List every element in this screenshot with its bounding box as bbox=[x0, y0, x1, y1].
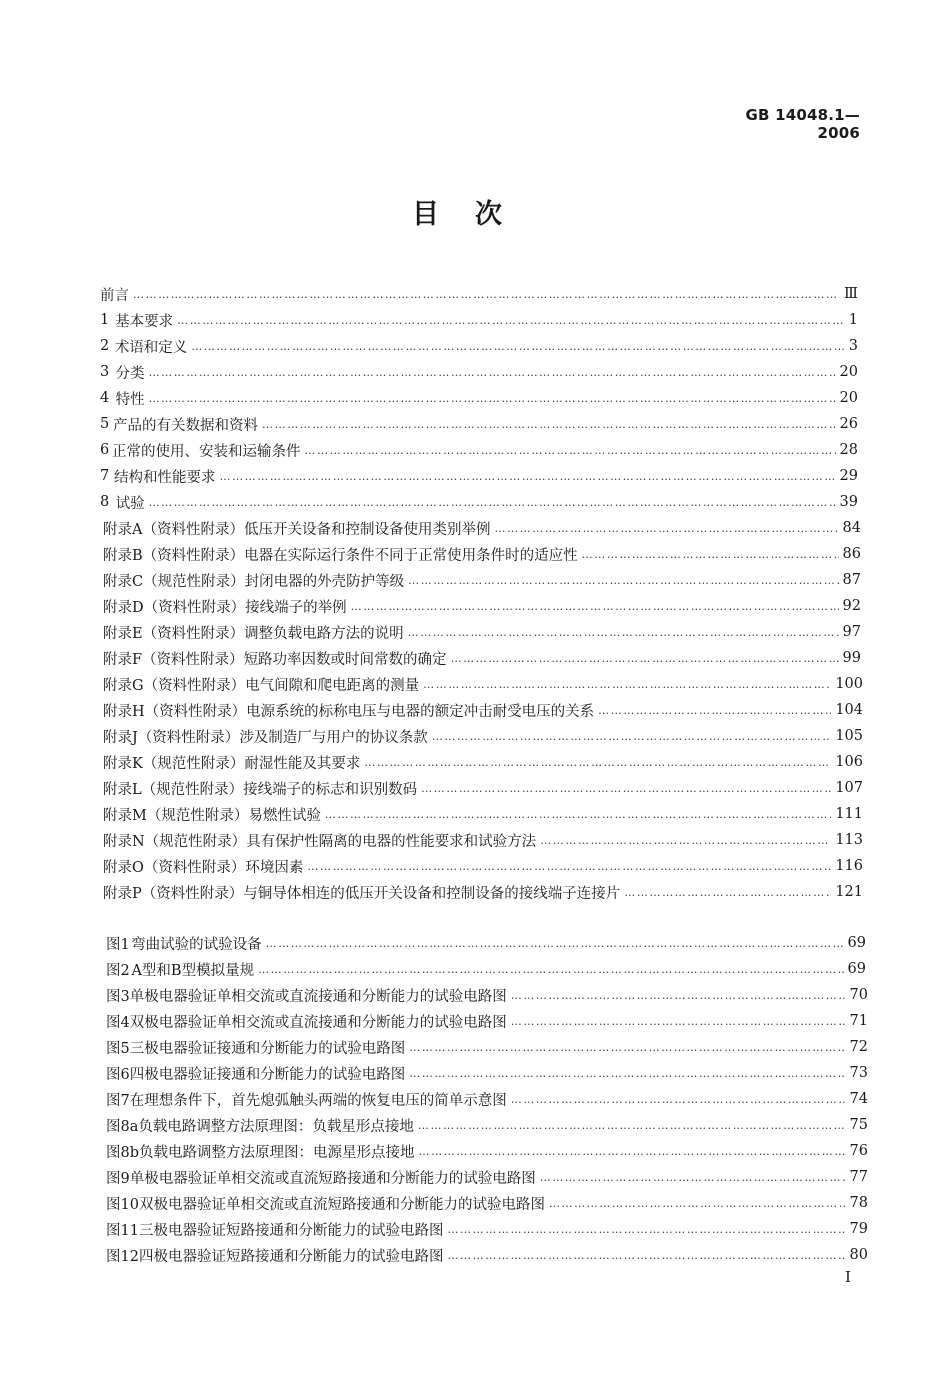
appendix-entry[interactable] bbox=[103, 880, 863, 904]
leader-dots bbox=[582, 548, 839, 561]
appendix-page: 104 bbox=[835, 702, 863, 718]
toc-entry-number: 3 bbox=[100, 364, 110, 380]
toc-entry-text: 试验 bbox=[115, 495, 145, 512]
leader-dots bbox=[511, 1015, 846, 1028]
leader-dots bbox=[447, 1223, 845, 1236]
figure-page: 78 bbox=[849, 1195, 868, 1211]
leader-dots bbox=[511, 989, 846, 1002]
toc-entry-number: 1 bbox=[100, 312, 110, 328]
appendix-label: 附录D（资料性附录） bbox=[103, 599, 246, 616]
figure-page: 77 bbox=[849, 1169, 868, 1185]
leader-dots bbox=[511, 1093, 846, 1106]
toc-entry-text: 正常的使用、安装和运输条件 bbox=[112, 443, 301, 460]
figure-page: 79 bbox=[849, 1221, 868, 1237]
appendix-title: 电气间隙和爬电距离的测量 bbox=[245, 677, 420, 694]
appendix-title: 低压开关设备和控制设备使用类别举例 bbox=[243, 521, 491, 538]
figure-title: 双极电器验证单相交流或直流接通和分断能力的试验电路图 bbox=[129, 1014, 507, 1031]
figure-entry[interactable] bbox=[106, 1009, 868, 1033]
figure-title: 弯曲试验的试验设备 bbox=[131, 936, 262, 953]
appendix-label: 附录P（资料性附录） bbox=[103, 885, 244, 902]
appendix-title: 接线端子的标志和识别数码 bbox=[243, 781, 418, 798]
appendix-title: 封闭电器的外壳防护等级 bbox=[244, 573, 405, 590]
appendix-entry[interactable] bbox=[103, 776, 863, 800]
leader-dots bbox=[494, 522, 838, 535]
toc-entry-page: 20 bbox=[839, 390, 858, 406]
toc-entry-number: 5 bbox=[100, 416, 110, 432]
figure-label: 图8b bbox=[106, 1144, 140, 1161]
toc-entry-text: 特性 bbox=[115, 391, 145, 408]
appendix-entry[interactable] bbox=[103, 750, 863, 774]
leader-dots bbox=[409, 1067, 845, 1080]
appendix-page: 84 bbox=[842, 520, 861, 536]
leader-dots bbox=[149, 366, 836, 379]
appendix-label: 附录L（规范性附录） bbox=[103, 781, 244, 798]
figure-label: 图3 bbox=[106, 988, 130, 1005]
toc-entry-foreword[interactable] bbox=[100, 282, 858, 306]
figure-page: 72 bbox=[849, 1039, 868, 1055]
appendix-entry[interactable] bbox=[103, 516, 861, 540]
toc-entry-number: 7 bbox=[100, 468, 110, 484]
figure-title: 三极电器验证接通和分断能力的试验电路图 bbox=[129, 1040, 406, 1057]
appendix-page: 86 bbox=[842, 546, 861, 562]
appendix-title: 电器在实际运行条件不同于正常使用条件时的适应性 bbox=[244, 547, 578, 564]
figure-page: 76 bbox=[849, 1143, 868, 1159]
figure-label: 图5 bbox=[106, 1040, 130, 1057]
appendix-entry[interactable] bbox=[103, 620, 861, 644]
leader-dots bbox=[624, 886, 831, 899]
leader-dots bbox=[549, 1197, 846, 1210]
appendix-page: 99 bbox=[842, 650, 861, 666]
leader-dots bbox=[307, 860, 831, 873]
appendix-page: 100 bbox=[835, 676, 863, 692]
figure-title: 单极电器验证单相交流或直流接通和分断能力的试验电路图 bbox=[129, 988, 507, 1005]
leader-dots bbox=[177, 314, 845, 327]
appendix-entry[interactable] bbox=[103, 594, 861, 618]
appendix-title: 电源系统的标称电压与电器的额定冲击耐受电压的关系 bbox=[246, 703, 595, 720]
figure-title: 三极电器验证短路接通和分断能力的试验电路图 bbox=[138, 1222, 444, 1239]
appendix-entry[interactable] bbox=[103, 672, 863, 696]
toc-entry-page: 1 bbox=[848, 312, 858, 328]
leader-dots bbox=[351, 600, 839, 613]
appendix-label: 附录M（规范性附录） bbox=[103, 807, 249, 824]
figure-entry[interactable] bbox=[106, 1035, 868, 1059]
figure-entry[interactable] bbox=[106, 1165, 868, 1189]
appendix-label: 附录K（规范性附录） bbox=[103, 755, 245, 772]
figure-entry[interactable] bbox=[106, 931, 866, 955]
appendix-title: 调整负载电路方法的说明 bbox=[244, 625, 404, 642]
figure-entry[interactable] bbox=[106, 1139, 868, 1163]
appendix-entry[interactable] bbox=[103, 802, 863, 826]
toc-entry-page: 26 bbox=[839, 416, 858, 432]
toc-entry-text: 结构和性能要求 bbox=[113, 469, 216, 486]
appendix-entry[interactable] bbox=[103, 854, 863, 878]
appendix-page: 106 bbox=[835, 754, 863, 770]
figure-page: 73 bbox=[849, 1065, 868, 1081]
leader-dots bbox=[451, 652, 839, 665]
leader-dots bbox=[325, 808, 831, 821]
leader-dots bbox=[408, 574, 838, 587]
toc-entry[interactable] bbox=[100, 308, 858, 332]
figure-page: 69 bbox=[847, 961, 866, 977]
leader-dots bbox=[266, 937, 844, 950]
leader-dots bbox=[191, 340, 844, 353]
leader-dots bbox=[540, 1171, 846, 1184]
toc-entry-number: 6 bbox=[100, 442, 110, 458]
toc-entry-page: 39 bbox=[839, 494, 858, 510]
appendix-label: 附录A（资料性附录） bbox=[103, 521, 244, 538]
appendix-page: 121 bbox=[835, 884, 863, 900]
appendix-label: 附录F（资料性附录） bbox=[103, 651, 244, 668]
toc-entry-text: 分类 bbox=[115, 365, 145, 382]
toc-entry[interactable] bbox=[100, 334, 858, 358]
leader-dots bbox=[447, 1249, 845, 1262]
toc-entry-page: 29 bbox=[839, 468, 858, 484]
appendix-label: 附录O（资料性附录） bbox=[103, 859, 246, 876]
figure-page: 71 bbox=[849, 1013, 868, 1029]
figure-label: 图1 bbox=[106, 936, 130, 953]
figure-label: 图9 bbox=[106, 1170, 130, 1187]
page-number: I bbox=[845, 1268, 851, 1286]
figure-entry[interactable] bbox=[106, 1191, 868, 1215]
leader-dots bbox=[133, 288, 840, 301]
standard-number: GB 14048.1—2006 bbox=[745, 106, 860, 142]
appendix-page: 97 bbox=[842, 624, 861, 640]
toc-entry[interactable] bbox=[100, 412, 858, 436]
figure-entry[interactable] bbox=[106, 957, 866, 981]
figure-page: 75 bbox=[849, 1117, 868, 1133]
figure-entry[interactable] bbox=[106, 1087, 868, 1111]
figure-title: 负载电路调整方法原理图：负载星形点接地 bbox=[138, 1118, 414, 1135]
toc-entry-page: Ⅲ bbox=[844, 286, 858, 302]
toc-entry-number: 4 bbox=[100, 390, 110, 406]
appendix-page: 113 bbox=[835, 832, 863, 848]
toc-entry-number: 8 bbox=[100, 494, 110, 510]
figure-label: 图6 bbox=[106, 1066, 130, 1083]
figure-title: 负载电路调整方法原理图：电源星形点接地 bbox=[139, 1144, 415, 1161]
leader-dots bbox=[540, 834, 831, 847]
toc-entry-text: 产品的有关数据和资料 bbox=[113, 417, 258, 434]
appendix-title: 具有保护性隔离的电器的性能要求和试验方法 bbox=[246, 833, 537, 850]
figure-label: 图10 bbox=[106, 1196, 139, 1213]
figure-entry[interactable] bbox=[106, 1061, 868, 1085]
leader-dots bbox=[423, 678, 831, 691]
appendix-label: 附录G（资料性附录） bbox=[103, 677, 246, 694]
figure-page: 74 bbox=[849, 1091, 868, 1107]
appendix-label: 附录E（资料性附录） bbox=[103, 625, 245, 642]
appendix-page: 116 bbox=[835, 858, 863, 874]
appendix-page: 87 bbox=[842, 572, 861, 588]
appendix-entry[interactable] bbox=[103, 568, 861, 592]
appendix-page: 92 bbox=[842, 598, 861, 614]
figure-title: 双极电器验证单相交流或直流短路接通和分断能力的试验电路图 bbox=[138, 1196, 545, 1213]
toc-entry-page: 3 bbox=[848, 338, 858, 354]
toc-entry-page: 28 bbox=[839, 442, 858, 458]
leader-dots bbox=[149, 496, 836, 509]
appendix-label: 附录B（资料性附录） bbox=[103, 547, 245, 564]
appendix-title: 接线端子的举例 bbox=[245, 599, 347, 616]
toc-entry-text: 前言 bbox=[100, 287, 129, 304]
figure-entry[interactable] bbox=[106, 983, 868, 1007]
appendix-label: 附录H（资料性附录） bbox=[103, 703, 247, 720]
appendix-page: 107 bbox=[835, 780, 863, 796]
appendix-title: 涉及制造厂与用户的协议条款 bbox=[239, 729, 428, 746]
toc-entry[interactable] bbox=[100, 360, 858, 384]
toc-entry[interactable] bbox=[100, 438, 858, 462]
figure-label: 图2 bbox=[106, 962, 130, 979]
toc-entry-page: 20 bbox=[839, 364, 858, 380]
figure-label: 图12 bbox=[106, 1248, 139, 1265]
toc-entry-number: 2 bbox=[100, 338, 110, 354]
leader-dots bbox=[258, 963, 843, 976]
leader-dots bbox=[305, 444, 836, 457]
figure-label: 图11 bbox=[106, 1222, 139, 1239]
figure-label: 图7 bbox=[106, 1092, 130, 1109]
leader-dots bbox=[598, 704, 831, 717]
figure-title: 四极电器验证短路接通和分断能力的试验电路图 bbox=[138, 1248, 444, 1265]
leader-dots bbox=[408, 626, 839, 639]
figure-page: 80 bbox=[849, 1247, 868, 1263]
toc-entry[interactable] bbox=[100, 386, 858, 410]
appendix-title: 环境因素 bbox=[245, 859, 304, 876]
figure-label: 图4 bbox=[106, 1014, 130, 1031]
appendix-page: 105 bbox=[835, 728, 863, 744]
leader-dots bbox=[262, 418, 836, 431]
figure-title: A型和B型模拟量规 bbox=[131, 962, 255, 979]
appendix-label: 附录C（规范性附录） bbox=[103, 573, 245, 590]
appendix-entry[interactable] bbox=[103, 646, 861, 670]
appendix-page: 111 bbox=[835, 806, 863, 822]
appendix-title: 短路功率因数或时间常数的确定 bbox=[243, 651, 447, 668]
leader-dots bbox=[409, 1041, 845, 1054]
figure-page: 70 bbox=[849, 987, 868, 1003]
toc-entry-text: 术语和定义 bbox=[114, 339, 188, 356]
figure-page: 69 bbox=[847, 935, 866, 951]
leader-dots bbox=[432, 730, 832, 743]
leader-dots bbox=[364, 756, 831, 769]
appendix-entry[interactable] bbox=[103, 542, 861, 566]
figure-title: 单极电器验证单相交流或直流短路接通和分断能力的试验电路图 bbox=[129, 1170, 536, 1187]
figure-title: 在理想条件下，首先熄弧触头两端的恢复电压的简单示意图 bbox=[129, 1092, 507, 1109]
toc-entry[interactable] bbox=[100, 490, 858, 514]
appendix-entry[interactable] bbox=[103, 724, 863, 748]
toc-entry-text: 基本要求 bbox=[115, 313, 174, 330]
page-title: 目次 bbox=[412, 199, 538, 230]
figure-label: 图8a bbox=[106, 1118, 139, 1135]
figure-entry[interactable] bbox=[106, 1113, 868, 1137]
appendix-title: 与铜导体相连的低压开关设备和控制设备的接线端子连接片 bbox=[243, 885, 621, 902]
leader-dots bbox=[419, 1145, 846, 1158]
leader-dots bbox=[421, 782, 831, 795]
appendix-entry[interactable] bbox=[103, 698, 863, 722]
leader-dots bbox=[418, 1119, 846, 1132]
toc-entry[interactable] bbox=[100, 464, 858, 488]
leader-dots bbox=[149, 392, 836, 405]
appendix-label: 附录J（资料性附录） bbox=[103, 729, 240, 746]
appendix-label: 附录N（规范性附录） bbox=[103, 833, 247, 850]
leader-dots bbox=[219, 470, 835, 483]
figure-entry[interactable] bbox=[106, 1243, 868, 1267]
appendix-title: 耐湿性能及其要求 bbox=[244, 755, 361, 772]
figure-entry[interactable] bbox=[106, 1217, 868, 1241]
appendix-entry[interactable] bbox=[103, 828, 863, 852]
appendix-title: 易燃性试验 bbox=[248, 807, 321, 824]
figure-title: 四极电器验证接通和分断能力的试验电路图 bbox=[129, 1066, 406, 1083]
